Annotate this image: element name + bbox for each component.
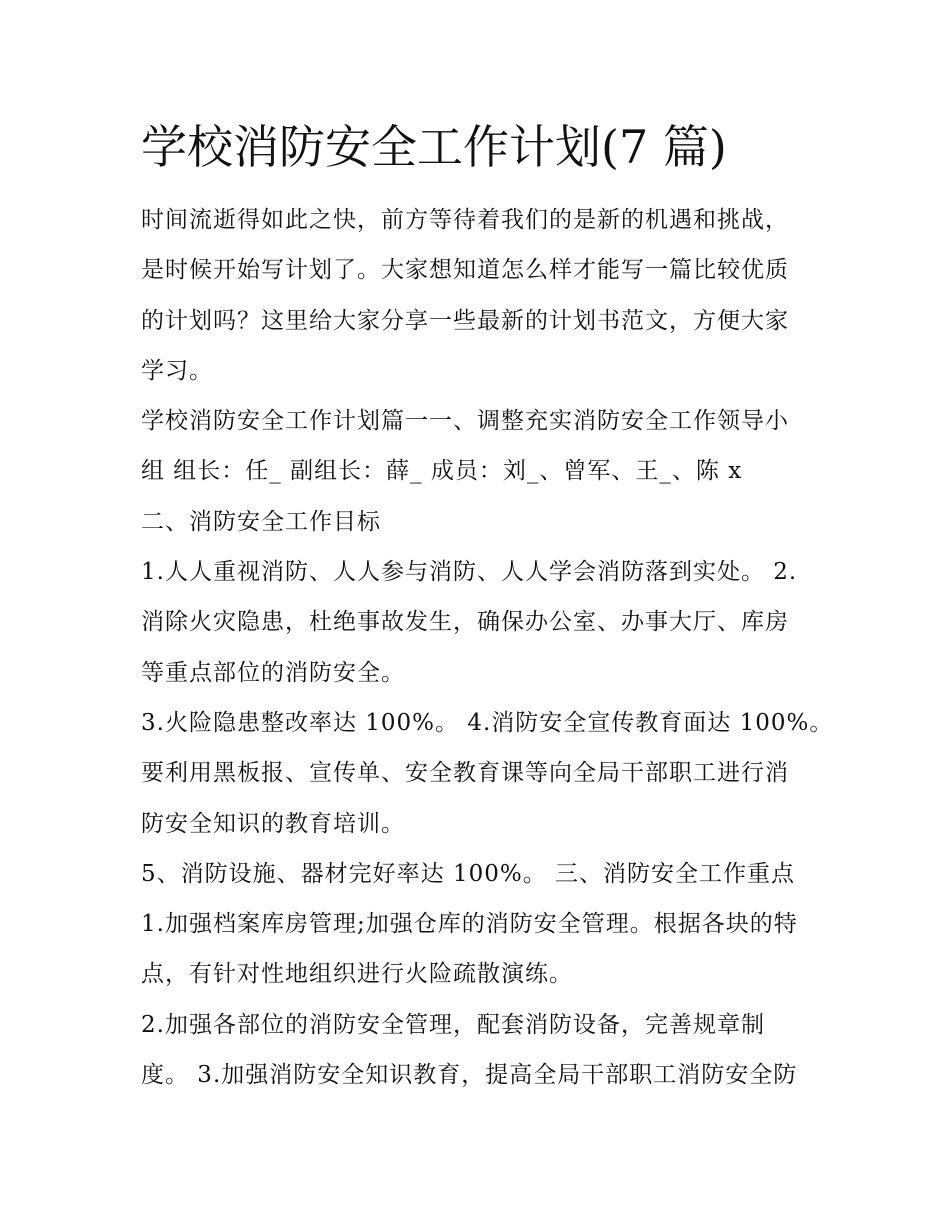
body-line: 防安全知识的教育培训。 xyxy=(141,810,405,837)
document-body xyxy=(141,116,834,1100)
body-line: 时间流逝得如此之快，前方等待着我们的是新的机遇和挑战， xyxy=(141,207,789,233)
body-line: 消除火灾隐患，杜绝事故发生，确保办公室、办事大厅、库房 xyxy=(141,609,789,636)
document-title: 学校消防安全工作计划(7 篇) xyxy=(141,120,727,174)
body-line: 学习。 xyxy=(141,357,213,384)
body-line: 5、消防设施、器材完好率达 100%。 三、消防安全工作重点 xyxy=(141,860,796,887)
body-line: 等重点部位的消防安全。 xyxy=(141,659,405,686)
body-line: 1.加强档案库房管理;加强仓库的消防安全管理。根据各块的特 xyxy=(141,911,798,938)
body-line: 学校消防安全工作计划篇一一、调整充实消防安全工作领导小 xyxy=(141,408,789,435)
body-line: 的计划吗？这里给大家分享一些最新的计划书范文，方便大家 xyxy=(141,307,789,334)
body-line: 度。 3.加强消防安全知识教育，提高全局干部职工消防安全防 xyxy=(141,1062,798,1089)
section-heading: 二、消防安全工作目标 xyxy=(141,508,381,535)
body-line: 要利用黑板报、宣传单、安全教育课等向全局干部职工进行消 xyxy=(141,760,789,787)
body-line: 1.人人重视消防、人人参与消防、人人学会消防落到实处。 2. xyxy=(141,559,798,586)
body-line: 3.火险隐患整改率达 100%。 4.消防安全宣传教育面达 100%。 xyxy=(141,709,834,736)
body-line: 组 组长：任_ 副组长：薛_ 成员：刘_、曾军、王_、陈 x xyxy=(141,458,743,485)
body-line: 2.加强各部位的消防安全管理，配套消防设备，完善规章制 xyxy=(141,1011,765,1038)
body-line: 是时候开始写计划了。大家想知道怎么样才能写一篇比较优质 xyxy=(141,257,789,284)
body-line: 点，有针对性地组织进行火险疏散演练。 xyxy=(141,961,573,988)
